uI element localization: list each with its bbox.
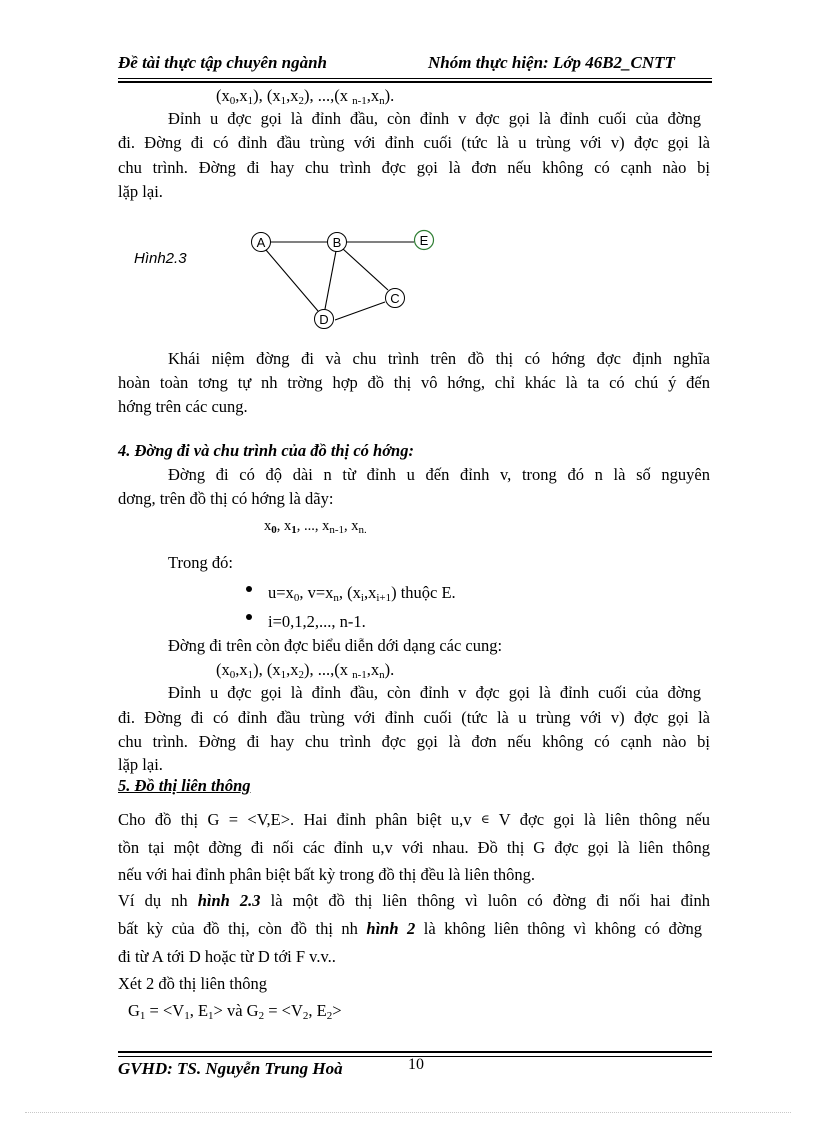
para-directed-line: hoàn toàn tơng tự nh trờng hợp đồ thị vô hớng, chỉ khác là ta có chú ý đến xyxy=(118,373,710,392)
edge-a-d xyxy=(266,250,318,311)
bullet-item-2: i=0,1,2,..., n-1. xyxy=(268,612,366,631)
section-4-line: đi. Đờng đi có đỉnh đầu trùng với đỉnh cuối (tức là u trùng với v) đợc gọi là xyxy=(118,708,710,727)
header-left: Đề tài thực tập chuyên ngành xyxy=(118,53,328,72)
node-b xyxy=(328,233,347,252)
para-top-line: Đỉnh u đợc gọi là đỉnh đầu, còn đỉnh v đợc gọi là đỉnh cuối của đờng xyxy=(168,109,701,128)
where-label: Trong đó: xyxy=(168,553,233,572)
section-5-line: Xét 2 đồ thị liên thông xyxy=(118,974,267,993)
section-5-line: bất kỳ của đồ thị, còn đồ thị nh hình 2 là không liên thông vì không có đờng xyxy=(118,919,702,938)
section-5-line: tồn tại một đờng đi nối các đỉnh u,v với nhau. Đồ thị G đợc gọi là liên thông xyxy=(118,838,710,857)
section-4-line: Đỉnh u đợc gọi là đỉnh đầu, còn đỉnh v đợc gọi là đỉnh cuối của đờng xyxy=(168,683,701,702)
para-top-line: đi. Đờng đi có đỉnh đầu trùng với đỉnh cuối (tức là u trùng với v) đợc gọi là xyxy=(118,133,710,152)
para-top-line: chu trình. Đờng đi hay chu trình đợc gọi là đơn nếu không có cạnh nào bị xyxy=(118,158,710,177)
sequence-arcs: $(x_0,x_1)$, $(x_1,x_2)$, ...,(x $_{n-1},x_n$). xyxy=(216,660,395,681)
section-5-line: Cho đồ thị G = <V,E>. Hai đỉnh phân biệt u,v ∈ V đợc gọi là liên thông nếu xyxy=(118,810,710,829)
section-4-line: lặp lại. xyxy=(118,755,163,774)
edge-b-c xyxy=(343,249,388,290)
bullet-dot xyxy=(246,614,252,620)
edge-b-d xyxy=(325,251,336,309)
section-4-line: Đờng đi có độ dài n từ đỉnh u đến đỉnh v, trong đó n là số nguyên xyxy=(168,465,710,484)
section-4-line: chu trình. Đờng đi hay chu trình đợc gọi là đơn nếu không có cạnh nào bị xyxy=(118,732,710,751)
section-5-line: Ví dụ nh hình 2.3 là một đồ thị liên thông vì luôn có đờng đi nối hai đỉnh xyxy=(118,891,710,910)
section-4-line: dơng, trên đồ thị có hớng là dãy: xyxy=(118,489,334,508)
svg-text:E: E xyxy=(419,233,429,248)
svg-text:B: B xyxy=(332,235,342,250)
page-edge-divider xyxy=(25,1112,791,1113)
graph-figure xyxy=(240,226,440,336)
para-directed-line: Khái niệm đờng đi và chu trình trên đồ thị có hớng đợc định nghĩa xyxy=(168,349,710,368)
figure-caption: Hình2.3 xyxy=(134,250,187,267)
footer-supervisor: GVHD: TS. Nguyễn Trung Hoà xyxy=(118,1059,343,1078)
bullet-item-1: $u=x_0$, $v=x_n$, $(x_i,x_{i+1})$ thuộc E. xyxy=(268,583,456,604)
section-5-heading: 5. Đồ thị liên thông xyxy=(118,776,251,795)
svg-text:A: A xyxy=(256,235,266,250)
section-5-line: nếu với hai đỉnh phân biệt bất kỳ trong đồ thị đều là liên thông. xyxy=(118,865,536,884)
header-rule xyxy=(118,78,712,79)
node-e xyxy=(415,231,434,250)
sequence-directed: $x_0$, $x_1$, ..., $x_{n-1}$, $x_{n.}$ xyxy=(264,518,367,536)
para-directed-line: hớng trên các cung. xyxy=(118,397,248,416)
bullet-dot xyxy=(246,586,252,592)
section-4-heading: 4. Đờng đi và chu trình của đồ thị có hớng: xyxy=(118,441,414,460)
page-number: 10 xyxy=(408,1056,424,1073)
svg-text:D: D xyxy=(319,312,329,327)
node-d xyxy=(315,310,334,329)
header-rule-thick xyxy=(118,81,712,83)
edge-c-d xyxy=(335,302,385,320)
sequence-top: $(x_0,x_1)$, $(x_1,x_2)$, ...,(x $_{n-1},x_n$). xyxy=(216,86,395,107)
header-right: Nhóm thực hiện: Lớp 46B2_CNTT xyxy=(428,53,675,72)
formula: $G_1 = <V_1$, $E_1>$ và $G_2 = <V_2$, $E_2>$ xyxy=(128,1001,342,1022)
node-a xyxy=(252,233,271,252)
svg-text:C: C xyxy=(390,291,400,306)
node-c xyxy=(386,289,405,308)
section-5-line: đi từ A tới D hoặc từ D tới F v.v.. xyxy=(118,947,336,966)
para-top-line: lặp lại. xyxy=(118,182,163,201)
arcs-line: Đờng đi trên còn đợc biểu diễn dới dạng các cung: xyxy=(168,636,503,655)
